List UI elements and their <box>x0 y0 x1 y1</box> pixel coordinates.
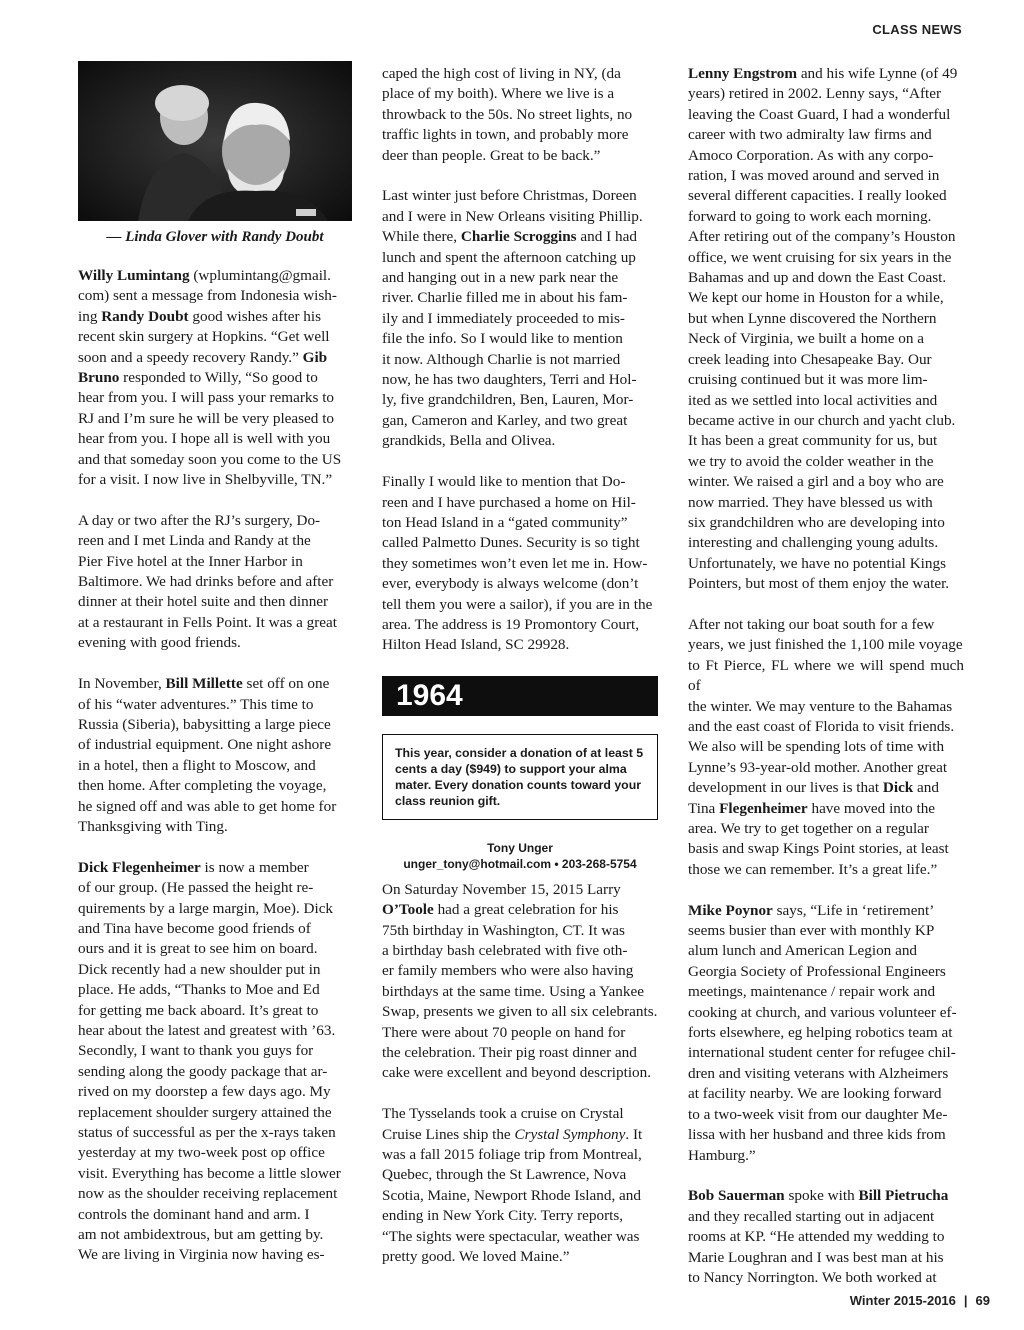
paragraph-text: Last winter just before Christmas, Doreen and I were in New Orleans visiting Phillip. While there, <box>382 187 643 246</box>
paragraph-text: . It was a fall 2015 foliage trip from Montreal, Quebec, through the St Lawrence, Nova Scotia, Maine, Newport Rhode Island, and ending in New York City. Terry reports, “The sights were spectacular, weather was pretty good. We loved Maine.” <box>382 1125 643 1266</box>
article-paragraph <box>382 1104 658 1267</box>
paragraph-text: On Saturday November 15, 2015 Larry <box>382 880 621 898</box>
paragraph-text: The Tysselands took a cruise on Crystal Cruise Lines ship the <box>382 1105 624 1143</box>
photo-linda-glover-randy-doubt <box>78 61 352 221</box>
name-highlight: Willy Lumintang <box>78 267 190 284</box>
page-number: 69 <box>975 1293 990 1308</box>
paragraph-text: have moved into the area. We try to get together on a regular basis and swap Kings Point stories, at least those we can remember. It’s a great life.” <box>688 799 949 878</box>
name-highlight: Dick <box>882 779 914 797</box>
correspondent-contact: unger_tony@hotmail.com • 203-268-5754 <box>403 856 637 871</box>
paragraph-text: says, “Life in ‘retirement’ seems busier than ever with monthly KP alum lunch and American Legion and Georgia Society of Professional Engineers meetings, maintenance / repair work and cooking at church, and various volunteer ef- forts elsewhere, eg helping robotics team at international student center for refugee chil- dren and visiting veterans with Alzheimers at facility nearby. We are looking forward to a two-week visit from our daughter Me- lissa with her husband and three kids from Hamburg.” <box>688 901 957 1164</box>
article-paragraph <box>688 1186 964 1288</box>
name-highlight: Dick Flegenheimer <box>78 858 201 876</box>
class-year-banner: 1964 <box>382 676 658 716</box>
article-paragraph <box>382 64 658 166</box>
name-highlight: O’Toole <box>382 901 434 919</box>
article-paragraph <box>688 64 964 595</box>
column-3 <box>688 64 964 1308</box>
article-paragraph <box>382 472 658 656</box>
article-paragraph <box>78 266 352 490</box>
col3-text <box>688 64 964 1288</box>
paragraph-text: set off on one of his “water adventures.” This time to Russia (Siberia), babysitting a large piece of industrial equipment. One night ashore in a hotel, then a flight to Moscow, and then home. After completing the voyage, he signed off and was able to get home for Thanksgiving with Ting. <box>78 675 337 835</box>
article-paragraph <box>688 901 964 1166</box>
paragraph-text: In November, <box>78 675 166 693</box>
paragraph-text: and I had lunch and spent the afternoon catching up and hanging out in a new park near the river. Charlie filled me in about his fam- ily and I immediately proceeded to mis- file the info. So I would like to mention it now. Although Charlie is not married now, he has two daughters, Terri and Hol- ly, five grandchildren, Ben, Lauren, Mor- gan, Cameron and Karley, and two great grandkids, Bella and Olivea. <box>382 228 637 450</box>
name-highlight: Bill Pietrucha <box>858 1187 949 1205</box>
name-highlight: Mike Poynor <box>688 901 773 919</box>
paragraph-text: good wishes after his recent skin surgery at Hopkins. “Get well soon and a speedy recovery Randy.” <box>78 307 330 366</box>
footer-separator: | <box>963 1293 968 1308</box>
paragraph-text: spoke with <box>784 1187 859 1205</box>
name-highlight: Randy Doubt <box>101 307 189 325</box>
italic-text: Crystal Symphony <box>514 1125 626 1143</box>
paragraph-text: (wplumintang@gmail. com) sent a message from Indonesia wish- ing <box>78 267 337 325</box>
article-paragraph <box>688 615 964 880</box>
column-1 <box>78 64 352 1286</box>
name-highlight: Gib Bruno <box>78 348 328 387</box>
col1-text <box>78 266 352 1266</box>
class-correspondent <box>382 840 658 872</box>
donation-box: This year, consider a donation of at least 5 cents a day ($949) to support your alma mater. Every donation counts toward your class reunion gift. <box>382 734 658 820</box>
column-2 <box>382 64 658 1287</box>
paragraph-text: is now a member of our group. (He passed the height re- quirements by a large margin, Moe). Dick and Tina have become good friends of ours and it is great to see him on board. Dick recently had a new shoulder put in place. He adds, “Thanks to Moe and Ed for getting me back aboard. It’s great to hear about the latest and greatest with ’63. Secondly, I want to thank you guys for sending along the goody package that ar- rived on my doorstep a few days ago. My replacement shoulder surgery attained the status of successful as per the x-rays taken yesterday at my two-week post op office visit. Everything has become a little slower now as the shoulder receiving replacement controls the dominant hand and arm. I am not ambidextrous, but am getting by. We are living in Virginia now having es- <box>78 858 341 1264</box>
paragraph-text: A day or two after the RJ’s surgery, Do- reen and I met Linda and Randy at the Pier Five hotel at the Inner Harbor in Baltimore. We had drinks before and after dinner at their hotel suite and then dinner at a restaurant in Fells Point. It was a great evening with good friends. <box>78 511 337 652</box>
paragraph-text: had a great celebration for his 75th birthday in Washington, CT. It was a birthday bash celebrated with five oth- er family members who were also having birthdays at the same time. Using a Yankee Swap, presents we given to all six celebrants. There were about 70 people on hand for the celebration. Their pig roast dinner and cake were excellent and beyond description. <box>382 901 658 1082</box>
article-paragraph <box>382 186 658 451</box>
article-paragraph <box>382 880 658 1084</box>
paragraph-text: Finally I would like to mention that Do- reen and I have purchased a home on Hil- ton Head Island in a “gated community” called Palmetto Dunes. Security is so tight they sometimes won’t even let me in. How- ever, everybody is always welcome (don’t tell them you were a sailor), if you are in the area. The address is 19 Promontory Court, Hilton Head Island, SC 29928. <box>382 473 653 654</box>
article-paragraph <box>78 674 352 837</box>
photo-image <box>78 61 352 221</box>
paragraph-text: and Tina <box>688 779 939 817</box>
col2-bottom-text <box>382 880 658 1268</box>
paragraph-text: and they recalled starting out in adjacent rooms at KP. “He attended my wedding to Marie Loughran and I was best man at his to Nancy Norrington. We both worked at <box>688 1207 945 1286</box>
page-footer <box>850 1293 990 1308</box>
article-paragraph <box>78 511 352 654</box>
name-highlight: Charlie Scroggins <box>460 228 577 246</box>
name-highlight: Lenny Engstrom <box>688 65 798 82</box>
paragraph-text: and his wife Lynne (of 49 years) retired in 2002. Lenny says, “After leaving the Coast Guard, I had a wonderful career with two admiralty law firms and Amoco Corporation. As with any corpo- ration, I was moved around and served in several different capacities. I really looked forward to going to work each morning. After retiring out of the company’s Houston office, we went cruising for six years in the Bahamas and up and down the East Coast. We kept our home in Houston for a while, but when Lynne discovered the Northern Neck of Virginia, we built a home on a creek leading into Chesapeake Bay. Our cruising continued but it was more lim- ited as we settled into local activities and became active in our church and yacht club. It has been a great community for us, but we try to avoid the colder weather in the winter. We raised a girl and a boy who are now married. They have blessed us with six grandchildren who are developing into interesting and challenging young adults. Unfortunately, we have no potential Kings Pointers, but most of them enjoy the water. <box>688 65 958 593</box>
paragraph-text: caped the high cost of living in NY, (da place of my boith). Where we live is a throwback to the 50s. No street lights, no traffic lights in town, and probably more deer than people. Great to be back.” <box>382 65 633 164</box>
issue-label: Winter 2015-2016 <box>849 1293 956 1308</box>
name-highlight: Flegenheimer <box>719 799 808 817</box>
name-highlight: Bill Millette <box>165 675 243 693</box>
correspondent-name: Tony Unger <box>487 840 553 855</box>
paragraph-text: responded to Willy, “So good to hear from you. I will pass your remarks to RJ and I’m sure he will be very pleased to hear from you. I hope all is well with you and that someday soon you come to the US for a visit. I now live in Shelbyville, TN.” <box>78 369 342 489</box>
section-header: CLASS NEWS <box>872 22 962 37</box>
name-highlight: Bob Sauerman <box>688 1187 785 1205</box>
article-paragraph <box>78 858 352 1266</box>
photo-caption: — Linda Glover with Randy Doubt <box>106 229 324 245</box>
col2-top-text <box>382 64 658 656</box>
paragraph-text: After not taking our boat south for a few years, we just finished the 1,100 mile voyage to Ft Pierce, FL where we will spend much of the winter. We may venture to the Bahamas and the east coast of Florida to visit friends. We also will be spending lots of time with Lynne’s 93-year-old mother. Another great development in our lives is that <box>688 615 964 797</box>
